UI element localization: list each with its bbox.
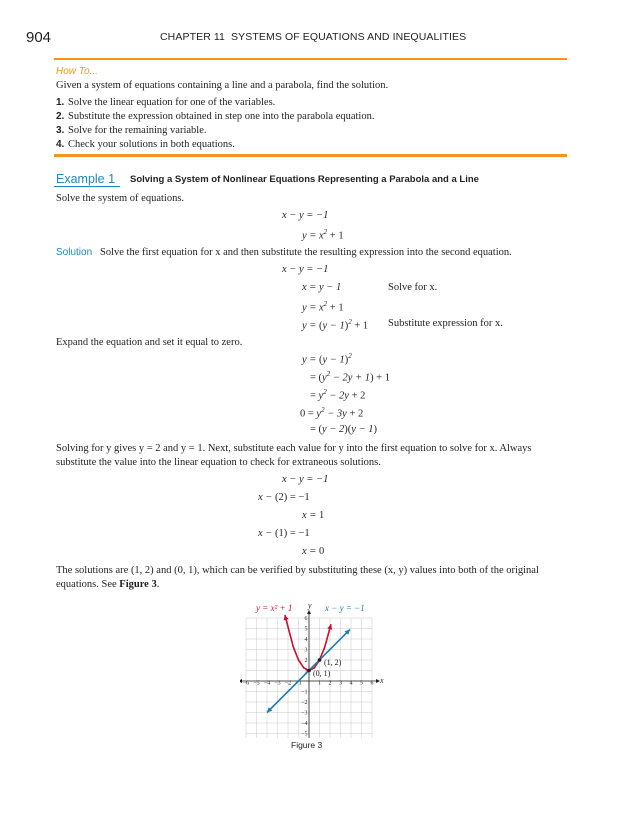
figure-reference: Figure 3 — [119, 579, 157, 590]
graph-ticks — [243, 616, 374, 738]
intersection-point — [304, 668, 311, 675]
page-number: 904 — [26, 29, 52, 46]
solution-label: Solution — [56, 247, 93, 258]
y-tick-label: 1 — [304, 668, 308, 675]
howto-top-rule — [54, 58, 567, 60]
y-tick-label: 5 — [304, 626, 308, 633]
y-tick-label: −2 — [301, 700, 308, 706]
conclusion-text — [56, 578, 566, 592]
howto-step — [56, 125, 207, 136]
chapter-number: CHAPTER 11 — [160, 31, 225, 43]
conclusion-part: . — [156, 579, 160, 590]
step-text: Solve for the remaining variable. — [68, 125, 207, 136]
equation: $y = (y - 1)^2$ — [302, 352, 352, 366]
x-axis-label: x — [380, 676, 384, 685]
equation: x − (2) = −1 — [258, 492, 310, 503]
equation: x = y − 1 — [302, 282, 342, 293]
howto-step — [56, 139, 235, 150]
equation: x − (1) = −1 — [258, 528, 310, 539]
line-label: x − y = −1 — [325, 603, 365, 613]
solving-text: Solving for y gives y = 2 and y = 1. Next, substitute each value for y into the first equation to solve for x. Always — [56, 443, 532, 454]
howto-step — [56, 111, 374, 122]
point-label-a: (1, 2) — [324, 658, 342, 667]
intersection-point — [318, 658, 322, 662]
y-tick-label: 2 — [304, 658, 308, 664]
example-underline — [54, 186, 120, 187]
step-number: 1. — [56, 97, 65, 108]
x-tick-label: 6 — [370, 680, 374, 687]
graph-axes — [240, 610, 380, 738]
parabola-label: y = x² + 1 — [256, 603, 293, 613]
y-tick-label: −4 — [301, 721, 308, 727]
expand-text: Expand the equation and set it equal to zero. — [56, 337, 243, 348]
step-note: Solve for x. — [388, 282, 438, 293]
howto-bottom-rule — [54, 154, 567, 157]
solution-text: Solve the first equation for x and then substitute the resulting expression into the second equation. — [100, 247, 512, 258]
x-tick-label: −2 — [284, 680, 292, 687]
figure-3-graph — [240, 598, 400, 738]
x-tick-label: 3 — [339, 680, 342, 687]
equation: x − y = −1 — [282, 210, 329, 221]
x-tick-label: 4 — [349, 680, 353, 687]
x-tick-label: −5 — [253, 680, 260, 687]
equation: $y = x^2 + 1$ — [302, 228, 344, 242]
equation: x = 0 — [302, 546, 325, 557]
y-tick-label: −5 — [301, 731, 308, 738]
example-label: Example 1 — [56, 172, 116, 186]
howto-step — [56, 97, 275, 108]
solution-paragraph — [56, 246, 566, 260]
y-tick-label: −3 — [301, 710, 308, 717]
x-tick-label: −1 — [295, 680, 302, 687]
example-title: Solving a System of Nonlinear Equations Representing a Parabola and a Line — [130, 174, 479, 185]
example-prompt: Solve the system of equations. — [56, 193, 185, 204]
solving-text: substitute the value into the linear equation to check for extraneous solutions. — [56, 457, 381, 468]
chapter-title: SYSTEMS OF EQUATIONS AND INEQUALITIES — [231, 31, 467, 43]
equation: = $y^2 - 2y + 2$ — [310, 388, 366, 402]
x-tick-label: 2 — [328, 680, 332, 687]
equation: x − y = −1 — [282, 474, 329, 485]
step-number: 4. — [56, 139, 65, 150]
step-text: Substitute the expression obtained in step one into the parabola equation. — [68, 111, 375, 122]
equation: x = 1 — [302, 510, 325, 521]
figure-caption: Figure 3 — [291, 740, 323, 750]
x-tick-label: 1 — [318, 680, 321, 687]
conclusion-text: The solutions are (1, 2) and (0, 1), which can be verified by substituting these (x, y) values into both of the original — [56, 565, 539, 576]
equation: $0 = y^2 - 3y + 2$ — [300, 406, 364, 420]
x-tick-label: −4 — [263, 680, 271, 687]
howto-title: How To... — [56, 66, 98, 77]
y-tick-label: 6 — [304, 616, 308, 622]
y-tick-label: 3 — [304, 647, 308, 654]
equation: = $(y^2 - 2y + 1) + 1$ — [310, 370, 390, 384]
y-axis-arrow — [307, 610, 311, 614]
chapter-heading — [160, 31, 466, 43]
equation: $y = x^2 + 1$ — [302, 300, 344, 314]
y-tick-label: −1 — [301, 689, 308, 696]
equation: = (y − 2)(y − 1) — [310, 424, 378, 435]
equation: x − y = −1 — [282, 264, 329, 275]
conclusion-part: equations. See — [56, 579, 120, 590]
step-number: 2. — [56, 111, 65, 122]
x-axis-arrow — [240, 679, 242, 683]
x-tick-label: −3 — [274, 680, 281, 687]
step-text: Check your solutions in both equations. — [68, 139, 235, 150]
step-number: 3. — [56, 125, 65, 136]
point-label-b: (0, 1) — [313, 669, 331, 678]
y-tick-label: 4 — [304, 637, 308, 643]
step-text: Solve the linear equation for one of the variables. — [68, 97, 276, 108]
howto-intro: Given a system of equations containing a line and a parabola, find the solution. — [56, 80, 389, 91]
x-tick-label: −6 — [242, 680, 250, 687]
y-axis-label: y — [308, 601, 312, 610]
equation: $y = (y - 1)^2 + 1$ — [302, 318, 369, 332]
x-tick-label: 5 — [360, 680, 363, 687]
step-note: Substitute expression for x. — [388, 318, 503, 329]
